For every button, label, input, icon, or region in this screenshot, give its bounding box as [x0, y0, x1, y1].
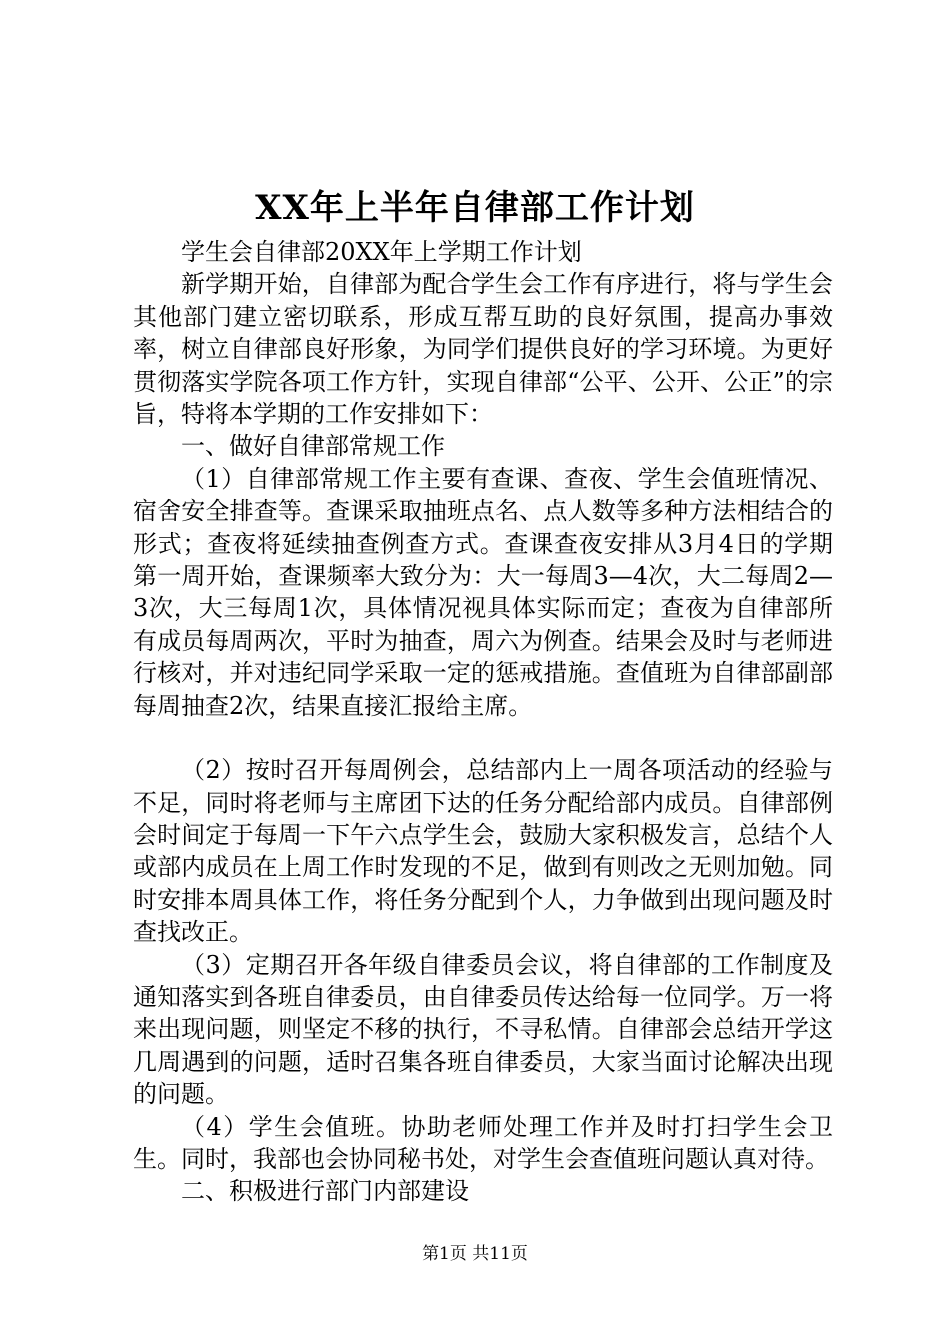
paragraph-spacer [133, 722, 833, 754]
document-body [133, 236, 833, 1208]
paragraph-item-4: （4）学生会值班。协助老师处理工作并及时打扫学生会卫生。同时，我部也会协同秘书处，对学生会查值班问题认真对待。 [133, 1112, 833, 1173]
page-footer: 第1页 共11页 [422, 1244, 528, 1264]
paragraph-subtitle: 学生会自律部20XX年上学期工作计划 [181, 238, 582, 266]
section-heading-2: 二、积极进行部门内部建设 [181, 1177, 469, 1206]
paragraph-item-3: （3）定期召开各年级自律委员会议，将自律部的工作制度及通知落实到各班自律委员，由自律委员传达给每一位同学。万一将来出现问题，则坚定不移的执行，不寻私情。自律部会总结开学这几周遇到的问题，适时召集各班自律委员，大家当面讨论解决出现的问题。 [133, 950, 833, 1109]
paragraph-item-2: （2）按时召开每周例会，总结部内上一周各项活动的经验与不足，同时将老师与主席团下达的任务分配给部内成员。自律部例会时间定于每周一下午六点学生会，鼓励大家积极发言，总结个人或部内成员在上周工作时发现的不足，做到有则改之无则加勉。同时安排本周具体工作，将任务分配到个人，力争做到出现问题及时查找改正。 [133, 756, 833, 947]
paragraph-intro: 新学期开始，自律部为配合学生会工作有序进行，将与学生会其他部门建立密切联系，形成互帮互助的良好氛围，提高办事效率，树立自律部良好形象，为同学们提供良好的学习环境。为更好贯彻落实学院各项工作方针，实现自律部“公平、公开、公正”的宗旨，特将本学期的工作安排如下： [133, 270, 833, 429]
document-title: XX年上半年自律部工作计划 [255, 188, 695, 228]
paragraph-item-1: （1）自律部常规工作主要有查课、查夜、学生会值班情况、宿舍安全排查等。查课采取抽班点名、点人数等多种方法相结合的形式；查夜将延续抽查例查方式。查课查夜安排从3月4日的学期第一周开始，查课频率大致分为：大一每周3—4次，大二每周2—3次，大三每周1次，具体情况视具体实际而定；查夜为自律部所有成员每周两次，平时为抽查，周六为例查。结果会及时与老师进行核对，并对违纪同学采取一定的惩戒措施。查值班为自律部副部每周抽查2次，结果直接汇报给主席。 [133, 464, 833, 720]
section-heading-1: 一、做好自律部常规工作 [181, 432, 445, 461]
